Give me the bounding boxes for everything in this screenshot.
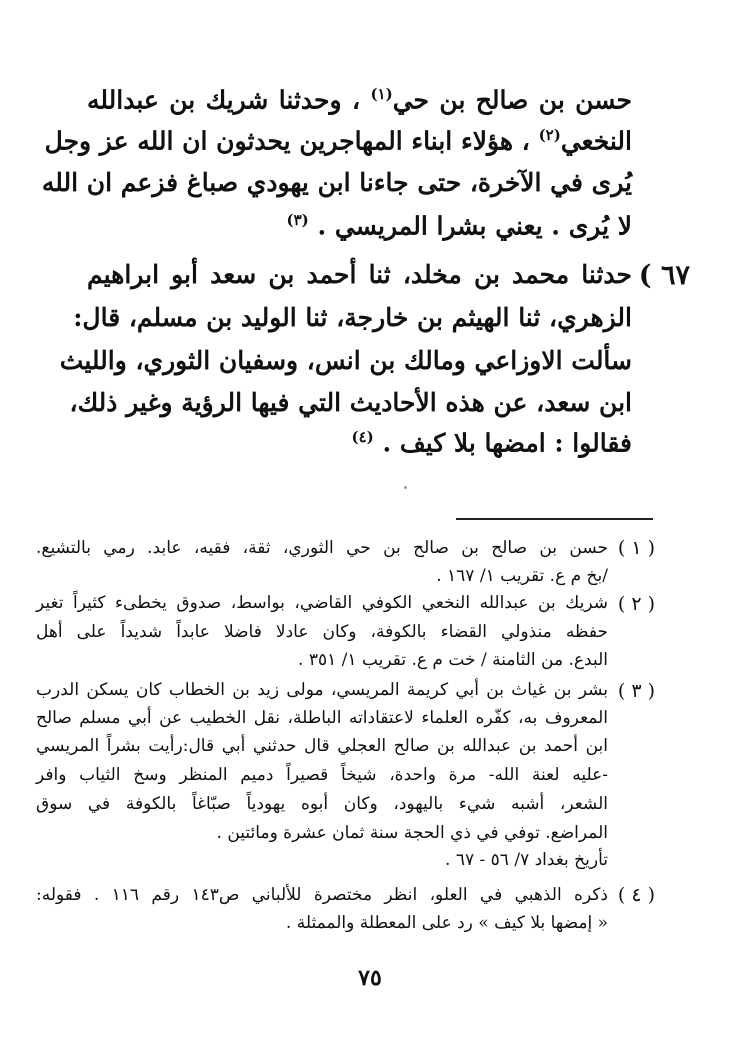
footnote-label: ( ٣ ) bbox=[617, 680, 655, 702]
main-text-line: الزهري، ثنا الهيثم بن خارجة، ثنا الوليد بن مسلم، قال: bbox=[73, 303, 632, 332]
footnote-ref: (٤) bbox=[351, 428, 374, 446]
footnote-line: الشعر، أشبه شيء باليهود، وكان أبوه يهودياً صبّاغاً بالكوفة في سوق bbox=[36, 794, 608, 814]
main-text-line: حدثنا محمد بن مخلد، ثنا أحمد بن سعد أبو ابراهيم bbox=[87, 260, 632, 289]
footnote-line: تأريخ بغداد ٧/ ٥٦ - ٦٧ . bbox=[445, 850, 608, 870]
footnote-ref: (١) bbox=[370, 85, 393, 103]
main-text-line: يُرى في الآخرة، حتى جاءنا ابن يهودي صباغ فزعم ان الله bbox=[41, 168, 632, 197]
main-text-line: لا يُرى . يعني بشرا المريسي . $^{(٣)}$ bbox=[286, 211, 632, 241]
page-number: ٧٥ bbox=[358, 965, 382, 991]
footnote-label: ( ١ ) bbox=[617, 537, 655, 559]
footnote-separator bbox=[456, 518, 653, 520]
footnote-line: المراضع. توفي في ذي الحجة سنة ثمان عشرة ومائتين . bbox=[216, 823, 608, 843]
footnote-label: ( ٤ ) bbox=[617, 884, 655, 906]
footnote-line: البدع. من الثامنة / خت م ع. تقريب ١/ ٣٥١ . bbox=[298, 650, 608, 670]
main-text-line: سألت الاوزاعي ومالك بن انس، وسفيان الثوري، والليث bbox=[59, 346, 632, 375]
footnote-line: المعروف به، كفّره العلماء لاعتقاداته الباطلة، نقل الخطيب عن أبي مسلم صالح bbox=[36, 708, 608, 728]
main-text-line: ابن سعد، عن هذه الأحاديث التي فيها الرؤية وغير ذلك، bbox=[69, 388, 632, 417]
footnote-line: -عليه لعنة الله- مرة واحدة، شيخاً قصيراً دميم المنظر وسخ الثياب وافر bbox=[36, 765, 608, 785]
footnote-line: ذكره الذهبي في العلو، انظر مختصرة للألباني ص١٤٣ رقم ١١٦ . فقوله: bbox=[36, 885, 608, 905]
footnote-ref: (٣) bbox=[286, 211, 309, 229]
main-text-line: فقالوا : امضها بلا كيف . $^{(٤)}$ bbox=[351, 428, 632, 458]
footnote-label: ( ٢ ) bbox=[617, 593, 655, 615]
footnote-line: بشر بن غياث بن أبي كريمة المريسي، مولى زيد بن الخطاب كان يسكن الدرب bbox=[36, 680, 608, 700]
footnote-line: /بخ م ع. تقريب ١/ ١٦٧ . bbox=[436, 566, 608, 586]
footnote-line: « إمضها بلا كيف » رد على المعطلة والممثلة . bbox=[285, 913, 608, 933]
footnote-line: حفظه منذولي القضاء بالكوفة، وكان عادلا فاضلا عابداً شديداً على أهل bbox=[36, 622, 608, 642]
footnote-line: شريك بن عبدالله النخعي الكوفي القاضي، بواسط، صدوق يخطىء كثيراً تغير bbox=[36, 593, 608, 613]
main-text-line: النخعي$^{(٢)}$ ، هؤلاء ابناء المهاجرين يحدثون ان الله عز وجل bbox=[44, 126, 632, 156]
speck bbox=[404, 486, 407, 489]
footnote-ref: (٢) bbox=[538, 126, 561, 144]
footnote-line: ابن أحمد بن عبدالله بن صالح العجلي قال حدثني أبي قال:رأيت بشراً المريسي bbox=[36, 736, 608, 756]
main-text-line: حسن بن صالح بن حي$^{(١)}$ ، وحدثنا شريك بن عبدالله bbox=[87, 85, 632, 115]
item-number: ٦٧ ) bbox=[638, 260, 690, 291]
footnote-line: حسن بن صالح بن صالح بن حي الثوري، ثقة، فقيه، عابد. رمي بالتشيع. bbox=[36, 538, 608, 558]
